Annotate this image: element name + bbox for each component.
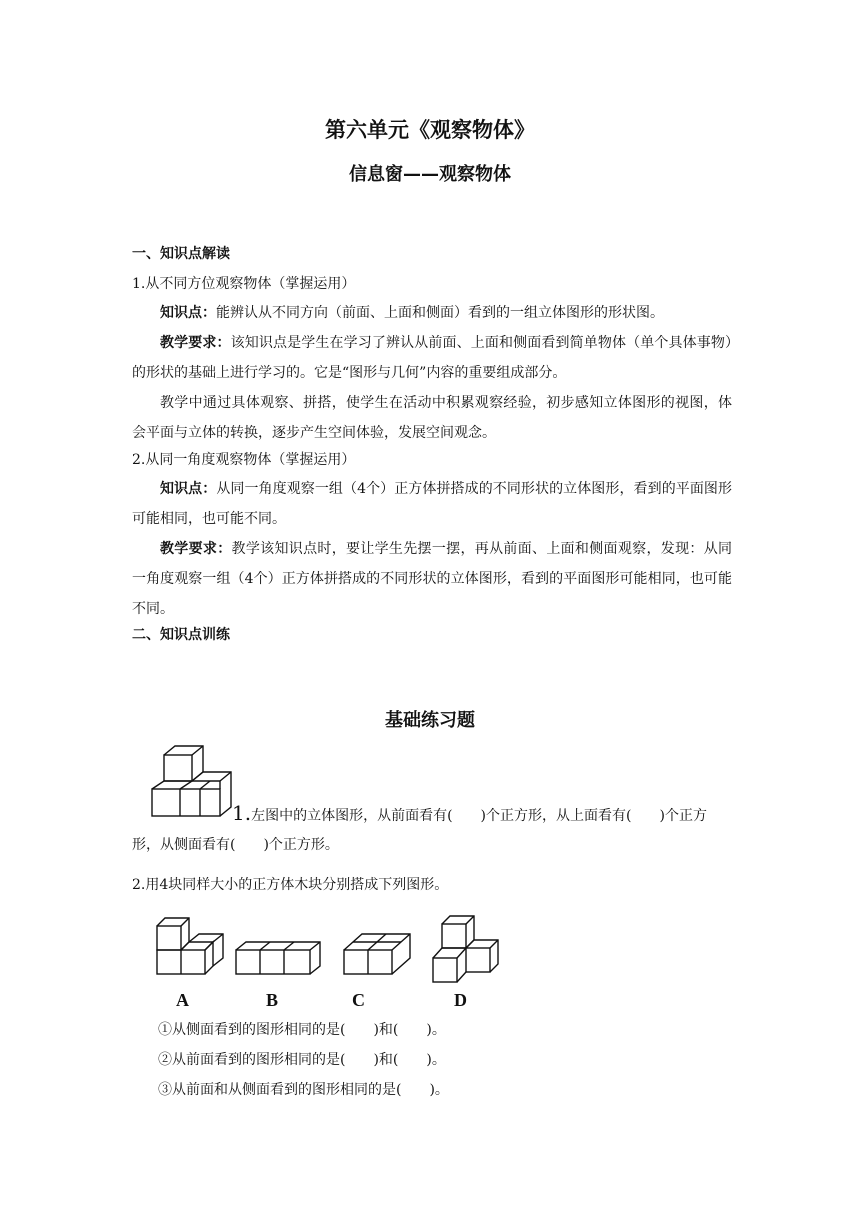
item1-knowledge-point: [132, 298, 732, 328]
item1-req-label: 教学要求：: [160, 335, 231, 351]
item2-kp-text: 从同一角度观察一组（4个）正方体拼搭成的不同形状的立体图形，看到的平面图形可能相同，也可能不同。: [132, 481, 733, 527]
question-1: [132, 798, 732, 831]
q1-text-continued: 形，从侧面看有( )个正方形。: [132, 837, 339, 853]
item1-paragraph: 教学中通过具体观察、拼搭，使学生在活动中积累观察经验，初步感知立体图形的视图，体会平面与立体的转换，逐步产生空间体验，发展空间观念。: [132, 395, 732, 441]
figure-a-label: A: [176, 990, 189, 1010]
figure-b-label: B: [266, 990, 279, 1010]
item2-req-label: 教学要求：: [160, 541, 232, 557]
question-2: 2.用4块同样大小的正方体木块分别搭成下列图形。: [132, 877, 449, 893]
figure-d-label: D: [454, 990, 467, 1010]
item2-kp-label: 知识点：: [160, 481, 217, 497]
item2-req-text: 教学该知识点时，要让学生先摆一摆，再从前面、上面和侧面观察，发现：从同一角度观察一组（4个）正方体拼搭成的不同形状的立体图形，看到的平面图形可能相同，也可能不同。: [132, 541, 733, 617]
figure-d: [430, 914, 504, 986]
section-heading-1: 一、知识点解读: [132, 246, 230, 262]
item1-title: 1.从不同方位观察物体（掌握运用）: [132, 276, 356, 292]
sub-question-2: ②从前面看到的图形相同的是( )和( )。: [158, 1052, 446, 1068]
section-heading-2: 二、知识点训练: [132, 627, 230, 643]
figure-a: [154, 914, 228, 978]
item2-title: 2.从同一角度观察物体（掌握运用）: [132, 452, 356, 468]
figure-b: [234, 938, 330, 978]
item1-kp-text: 能辨认从不同方向（前面、上面和侧面）看到的一组立体图形的形状图。: [216, 305, 664, 321]
practice-title: 基础练习题: [385, 710, 475, 731]
figure-c-label: C: [352, 990, 365, 1010]
page-title: 第六单元《观察物体》: [325, 118, 535, 142]
item2-requirement: [132, 534, 732, 624]
sub-question-1: ①从侧面看到的图形相同的是( )和( )。: [158, 1022, 446, 1038]
sub-question-3: ③从前面和从侧面看到的图形相同的是( )。: [158, 1082, 449, 1098]
item1-kp-label: 知识点：: [160, 305, 216, 321]
page-subtitle: 信息窗——观察物体: [349, 164, 511, 185]
item1-req-text: 该知识点是学生在学习了辨认从前面、上面和侧面看到简单物体（单个具体事物）的形状的基础上进行学习的。它是“图形与几何”内容的重要组成部分。: [132, 335, 732, 381]
q1-number: 1.: [232, 801, 252, 825]
item2-knowledge-point: [132, 474, 732, 534]
item1-requirement: [132, 328, 732, 388]
q1-text-a: 左图中的立体图形，从前面看有( )个正方形，从上面看有( )个正方: [251, 808, 707, 824]
figure-c: [342, 930, 422, 978]
